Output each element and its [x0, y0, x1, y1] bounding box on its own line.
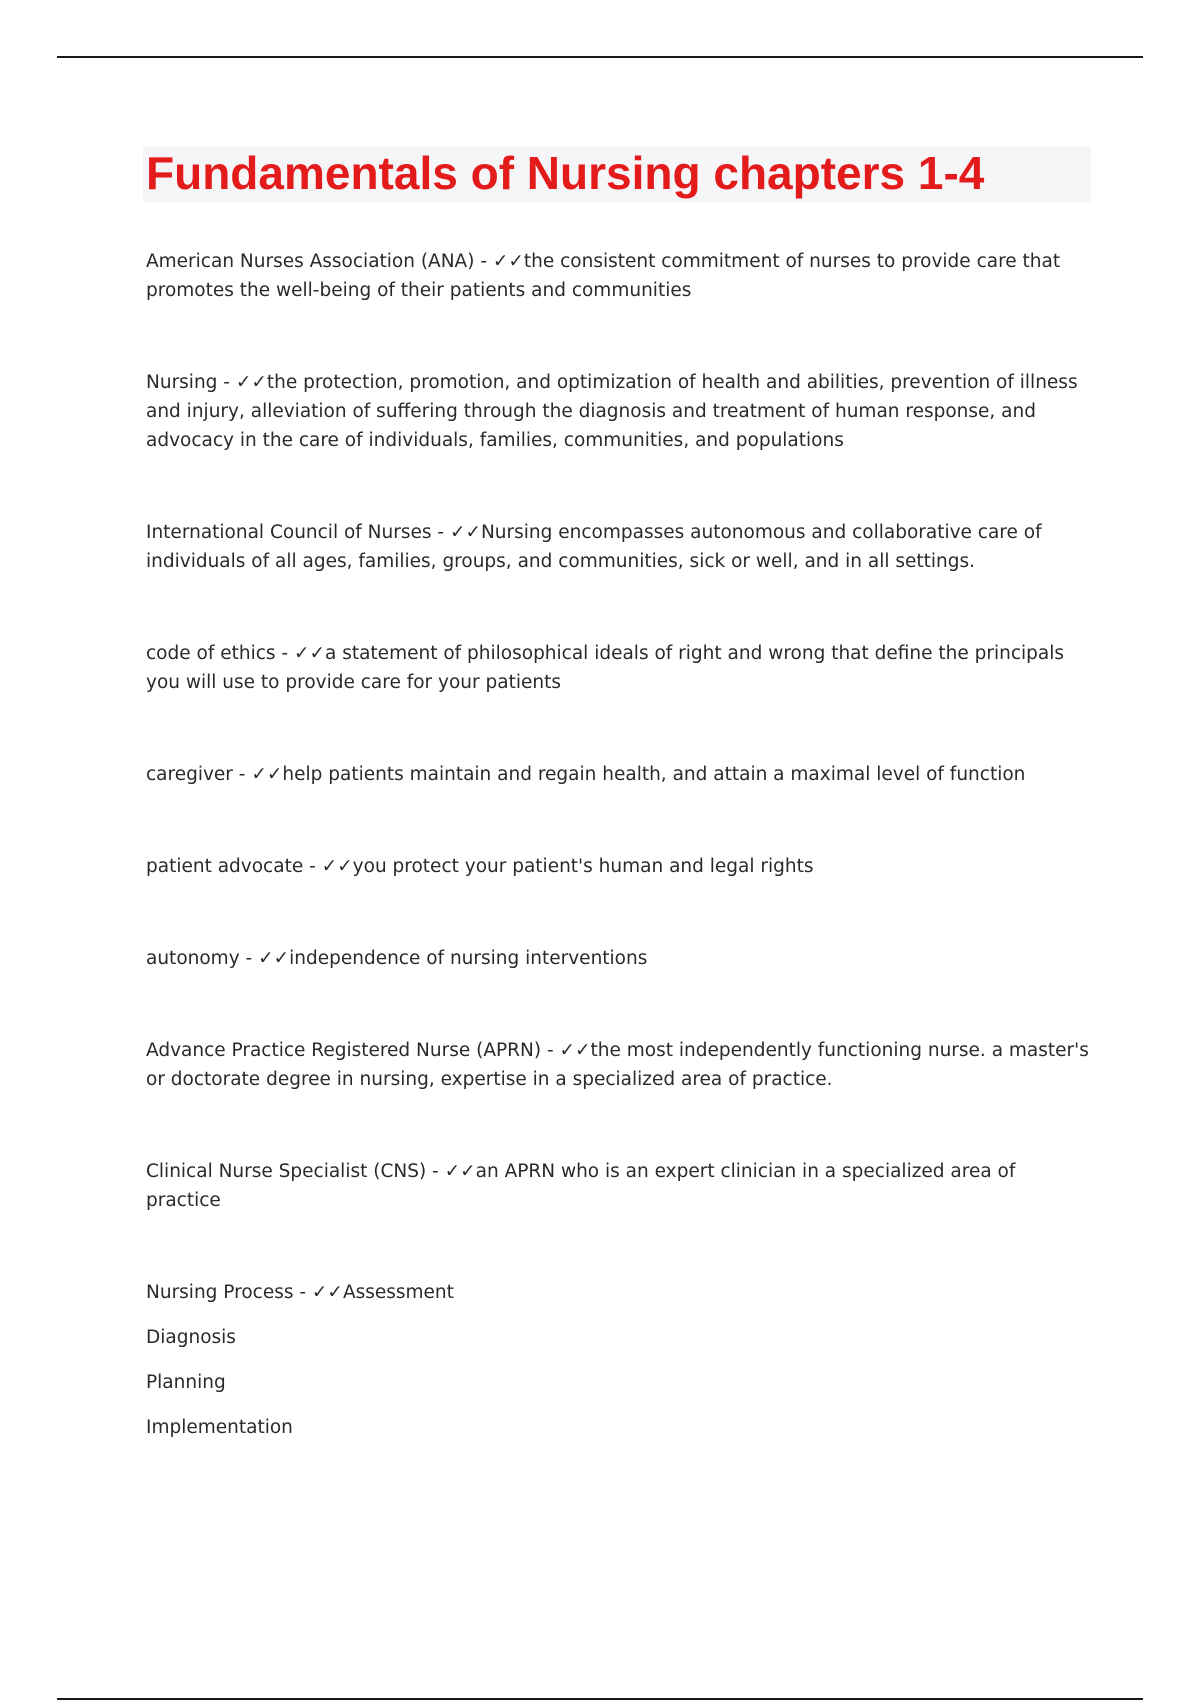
term: Nursing — [146, 372, 218, 393]
check-mark-icon: ✓✓ — [311, 1282, 343, 1303]
separator: - — [474, 251, 493, 272]
check-mark-icon: ✓✓ — [444, 1161, 476, 1182]
separator: - — [239, 948, 259, 969]
definition: the most independently functioning nurse. a master's or doctorate degree in nursing, expertise in a specialized area of practice. — [146, 1040, 1089, 1090]
document-title: Fundamentals of Nursing chapters 1-4 — [146, 147, 985, 199]
term: Clinical Nurse Specialist (CNS) — [146, 1161, 427, 1182]
separator: - — [541, 1040, 560, 1061]
flashcard-entry — [146, 852, 1096, 881]
flashcard-entry — [146, 368, 1096, 455]
check-mark-icon: ✓✓ — [251, 764, 283, 785]
process-step-planning: Planning — [146, 1372, 226, 1393]
flashcard-entry — [146, 518, 1096, 576]
check-mark-icon: ✓✓ — [235, 372, 267, 393]
separator: - — [426, 1161, 445, 1182]
process-step-implementation: Implementation — [146, 1417, 293, 1438]
flashcard-entry — [146, 1157, 1096, 1215]
check-mark-icon: ✓✓ — [449, 522, 481, 543]
flashcard-list — [146, 247, 1096, 1442]
check-mark-icon: ✓✓ — [492, 251, 524, 272]
flashcard-entry — [146, 1036, 1096, 1094]
flashcard-entry — [146, 639, 1096, 697]
check-mark-icon: ✓✓ — [321, 856, 353, 877]
term: International Council of Nurses — [146, 522, 432, 543]
check-mark-icon: ✓✓ — [559, 1040, 591, 1061]
process-step-diagnosis: Diagnosis — [146, 1327, 236, 1348]
term: American Nurses Association (ANA) — [146, 251, 475, 272]
separator: - — [275, 643, 294, 664]
top-rule — [57, 56, 1143, 58]
definition: you protect your patient's human and legal rights — [352, 856, 814, 877]
term: Nursing Process — [146, 1282, 294, 1303]
separator: - — [431, 522, 450, 543]
flashcard-entry — [146, 944, 1096, 973]
flashcard-entry — [146, 247, 1096, 305]
term: code of ethics — [146, 643, 276, 664]
nursing-process-header — [146, 1278, 1096, 1307]
check-mark-icon: ✓✓ — [258, 948, 290, 969]
definition: a statement of philosophical ideals of right and wrong that define the principals you will use to provide care for your patients — [146, 643, 1065, 693]
separator: - — [217, 372, 236, 393]
definition: independence of nursing interventions — [289, 948, 648, 969]
term: caregiver — [146, 764, 233, 785]
separator: - — [293, 1282, 312, 1303]
definition: the protection, promotion, and optimization of health and abilities, prevention of illness and injury, alleviation of suffering through the diagnosis and treatment of human response, and advocacy in the care of individuals, families, communities, and populations — [146, 372, 1078, 451]
term: autonomy — [146, 948, 240, 969]
definition: help patients maintain and regain health, and attain a maximal level of function — [282, 764, 1026, 785]
process-step-assessment: Assessment — [342, 1282, 454, 1303]
flashcard-entry — [146, 760, 1096, 789]
term: patient advocate — [146, 856, 304, 877]
check-mark-icon: ✓✓ — [293, 643, 325, 664]
definition: an APRN who is an expert clinician in a specialized area of practice — [146, 1161, 1016, 1211]
definition: Nursing encompasses autonomous and collaborative care of individuals of all ages, families, groups, and communities, sick or well, and in all settings. — [146, 522, 1042, 572]
separator: - — [232, 764, 252, 785]
term: Advance Practice Registered Nurse (APRN) — [146, 1040, 542, 1061]
definition: the consistent commitment of nurses to provide care that promotes the well-being of their patients and communities — [146, 251, 1061, 301]
nursing-process-entry — [146, 1278, 1096, 1442]
separator: - — [303, 856, 322, 877]
